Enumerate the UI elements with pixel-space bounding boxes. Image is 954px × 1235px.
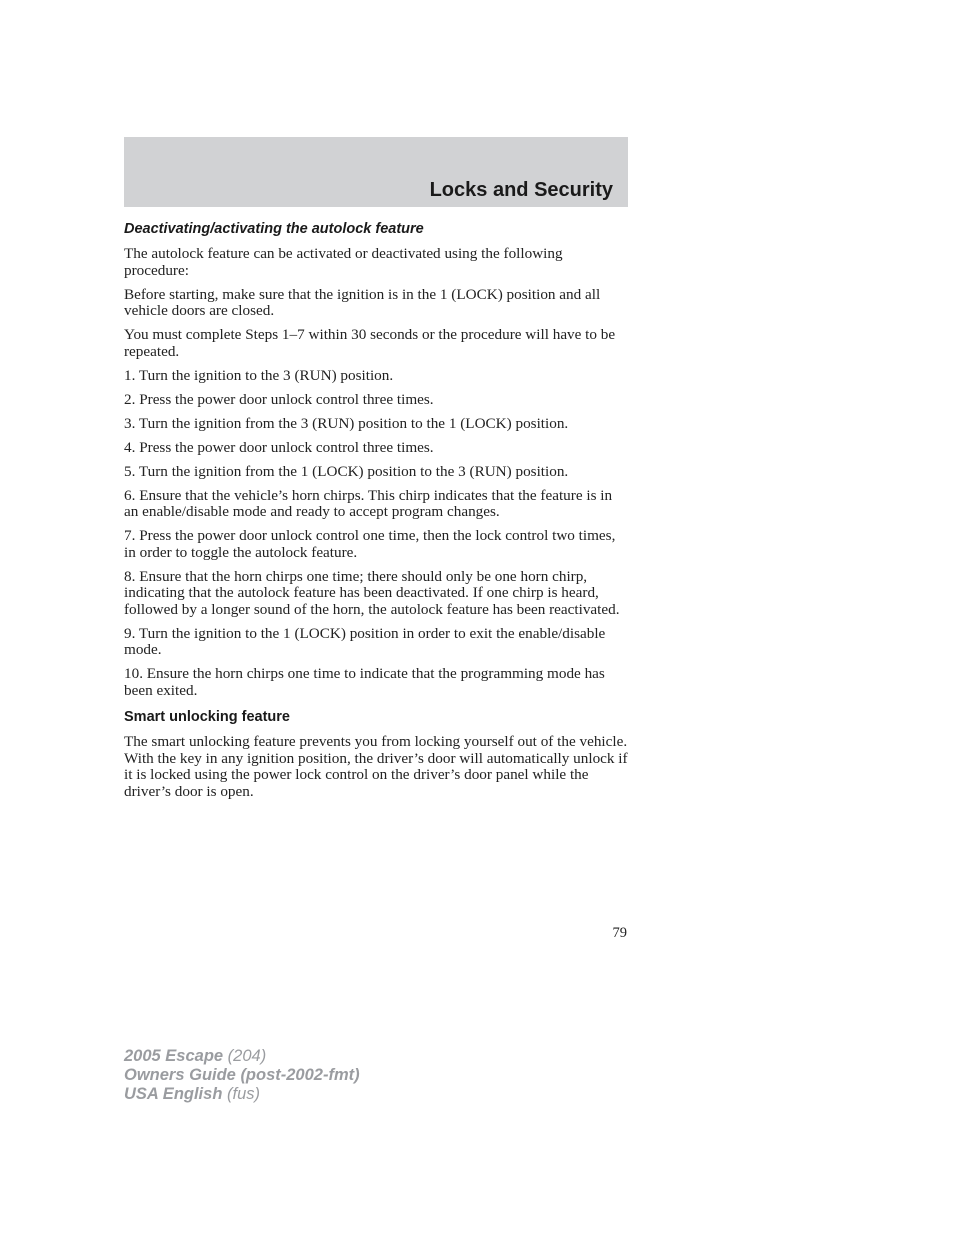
autolock-heading: Deactivating/activating the autolock feature — [124, 221, 424, 237]
step-7: 7. Press the power door unlock control one time, then the lock control two times, in order to toggle the autolock feature. — [124, 527, 616, 561]
smart-unlocking-heading: Smart unlocking feature — [124, 709, 290, 725]
step-1: 1. Turn the ignition to the 3 (RUN) position. — [124, 366, 394, 384]
footer-line-language — [124, 1085, 360, 1104]
step-6: 6. Ensure that the vehicle’s horn chirps. This chirp indicates that the feature is in an enable/disable mode and ready to accept program changes. — [124, 486, 613, 520]
section-header-band — [124, 137, 628, 207]
page-content — [124, 219, 630, 808]
footer-language-code: (fus) — [222, 1085, 260, 1103]
step-3: 3. Turn the ignition from the 3 (RUN) position to the 1 (LOCK) position. — [124, 414, 569, 432]
step-5: 5. Turn the ignition from the 1 (LOCK) position to the 3 (RUN) position. — [124, 462, 569, 480]
paragraph: Before starting, make sure that the ignition is in the 1 (LOCK) position and all vehicle doors are closed. — [124, 285, 601, 319]
section-title: Locks and Security — [429, 179, 613, 201]
footer-line-guide — [124, 1066, 360, 1085]
footer-language: USA English — [124, 1085, 223, 1103]
step-10: 10. Ensure the horn chirps one time to indicate that the programming mode has been exited. — [124, 665, 605, 699]
step-9: 9. Turn the ignition to the 1 (LOCK) position in order to exit the enable/disable mode. — [124, 624, 606, 658]
footer-model: 2005 Escape — [124, 1047, 224, 1065]
step-2: 2. Press the power door unlock control three times. — [124, 390, 434, 408]
paragraph: The smart unlocking feature prevents you from locking yourself out of the vehicle. With the key in any ignition position, the driver’s door will automatically unlock if it is locked using the power lock control on the driver’s door panel while the driver’s door is open. — [124, 733, 628, 800]
footer-model-code: (204) — [223, 1047, 267, 1065]
footer-guide: Owners Guide (post-2002-fmt) — [124, 1066, 360, 1084]
step-4: 4. Press the power door unlock control three times. — [124, 438, 434, 456]
page-number: 79 — [612, 925, 627, 941]
document-footer — [124, 1047, 360, 1104]
step-8: 8. Ensure that the horn chirps one time; there should only be one horn chirp, indicating that the autolock feature has been deactivated. If one chirp is heard, followed by a longer sound of the horn, the autolock feature has been reactivated. — [124, 567, 620, 618]
paragraph: The autolock feature can be activated or deactivated using the following procedure: — [124, 245, 563, 279]
footer-line-model — [124, 1047, 360, 1066]
paragraph: You must complete Steps 1–7 within 30 seconds or the procedure will have to be repeated. — [124, 326, 616, 360]
